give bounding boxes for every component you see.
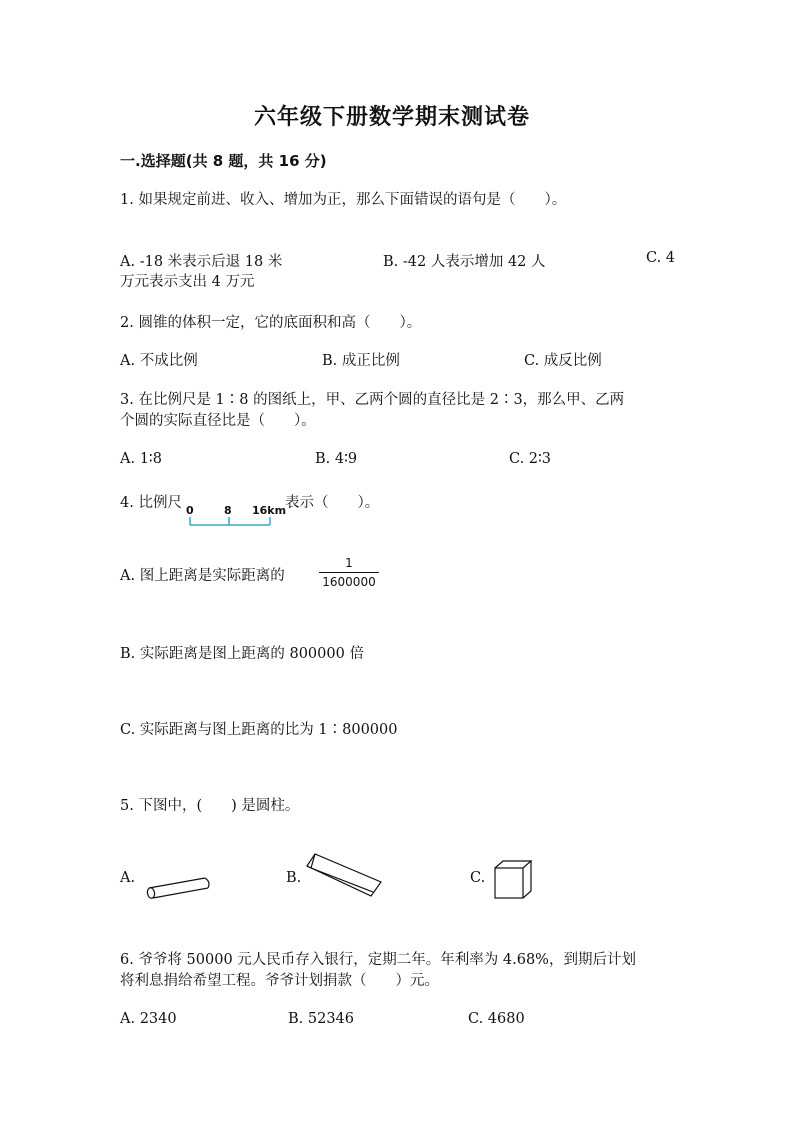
question-2-option-b: B. 成正比例 <box>322 353 400 369</box>
question-5-stem: 5. 下图中，( ) 是圆柱。 <box>120 798 300 814</box>
fraction-bar <box>319 572 379 573</box>
scale-label-0: 0 <box>186 504 194 517</box>
question-1-option-c-continued: 万元表示支出 4 万元 <box>120 274 255 290</box>
question-1-stem: 1. 如果规定前进、收入、增加为正，那么下面错误的语句是（ ）。 <box>120 192 567 208</box>
page-title: 六年级下册数学期末测试卷 <box>254 105 531 130</box>
question-4-stem-prefix: 4. 比例尺 <box>120 495 182 511</box>
question-6-stem-line2: 将利息捐给希望工程。爷爷计划捐款（ ）元。 <box>120 973 439 989</box>
question-4-option-a-fraction <box>319 556 379 589</box>
question-5-option-b-label: B. <box>286 870 302 886</box>
question-5-option-c-label: C. <box>470 870 486 886</box>
section-heading: 一.选择题(共 8 题，共 16 分) <box>120 152 327 170</box>
question-2-option-a: A. 不成比例 <box>120 353 198 369</box>
question-6-option-c: C. 4680 <box>468 1011 525 1027</box>
question-4-option-b: B. 实际距离是图上距离的 800000 倍 <box>120 646 364 662</box>
question-3-stem-line1: 3. 在比例尺是 1∶8 的图纸上，甲、乙两个圆的直径比是 2∶3，那么甲、乙两 <box>120 392 625 408</box>
scale-bar-line <box>188 515 278 527</box>
cube-figure <box>494 860 534 900</box>
question-4-stem-suffix: 表示（ ）。 <box>285 495 380 511</box>
question-6-option-a: A. 2340 <box>120 1011 177 1027</box>
scale-label-16km: 16km <box>252 504 287 517</box>
question-6-option-b: B. 52346 <box>288 1011 355 1027</box>
question-4-option-c: C. 实际距离与图上距离的比为 1∶800000 <box>120 722 398 738</box>
question-6-stem-line1: 6. 爷爷将 50000 元人民币存入银行，定期二年。年利率为 4.68%，到期后计划 <box>120 952 636 968</box>
question-1-option-b: B. -42 人表示增加 42 人 <box>383 254 546 270</box>
thin-cylinder-figure <box>145 876 215 900</box>
question-1-option-a: A. -18 米表示后退 18 米 <box>120 254 283 270</box>
question-1-option-c: C. 4 <box>646 250 676 266</box>
question-5-option-a-label: A. <box>120 870 136 886</box>
question-3-option-c: C. 2∶3 <box>509 451 552 467</box>
question-2-stem: 2. 圆锥的体积一定，它的底面积和高（ ）。 <box>120 315 422 331</box>
question-3-stem-line2: 个圆的实际直径比是（ ）。 <box>120 413 316 429</box>
question-3-option-a: A. 1∶8 <box>120 451 162 467</box>
fraction-denominator: 1600000 <box>322 575 376 589</box>
triangular-prism-figure <box>303 852 383 900</box>
fraction-numerator: 1 <box>345 556 353 570</box>
question-3-option-b: B. 4∶9 <box>315 451 358 467</box>
question-2-option-c: C. 成反比例 <box>524 353 602 369</box>
scale-label-8: 8 <box>224 504 232 517</box>
question-4-option-a: A. 图上距离是实际距离的 <box>120 568 285 584</box>
